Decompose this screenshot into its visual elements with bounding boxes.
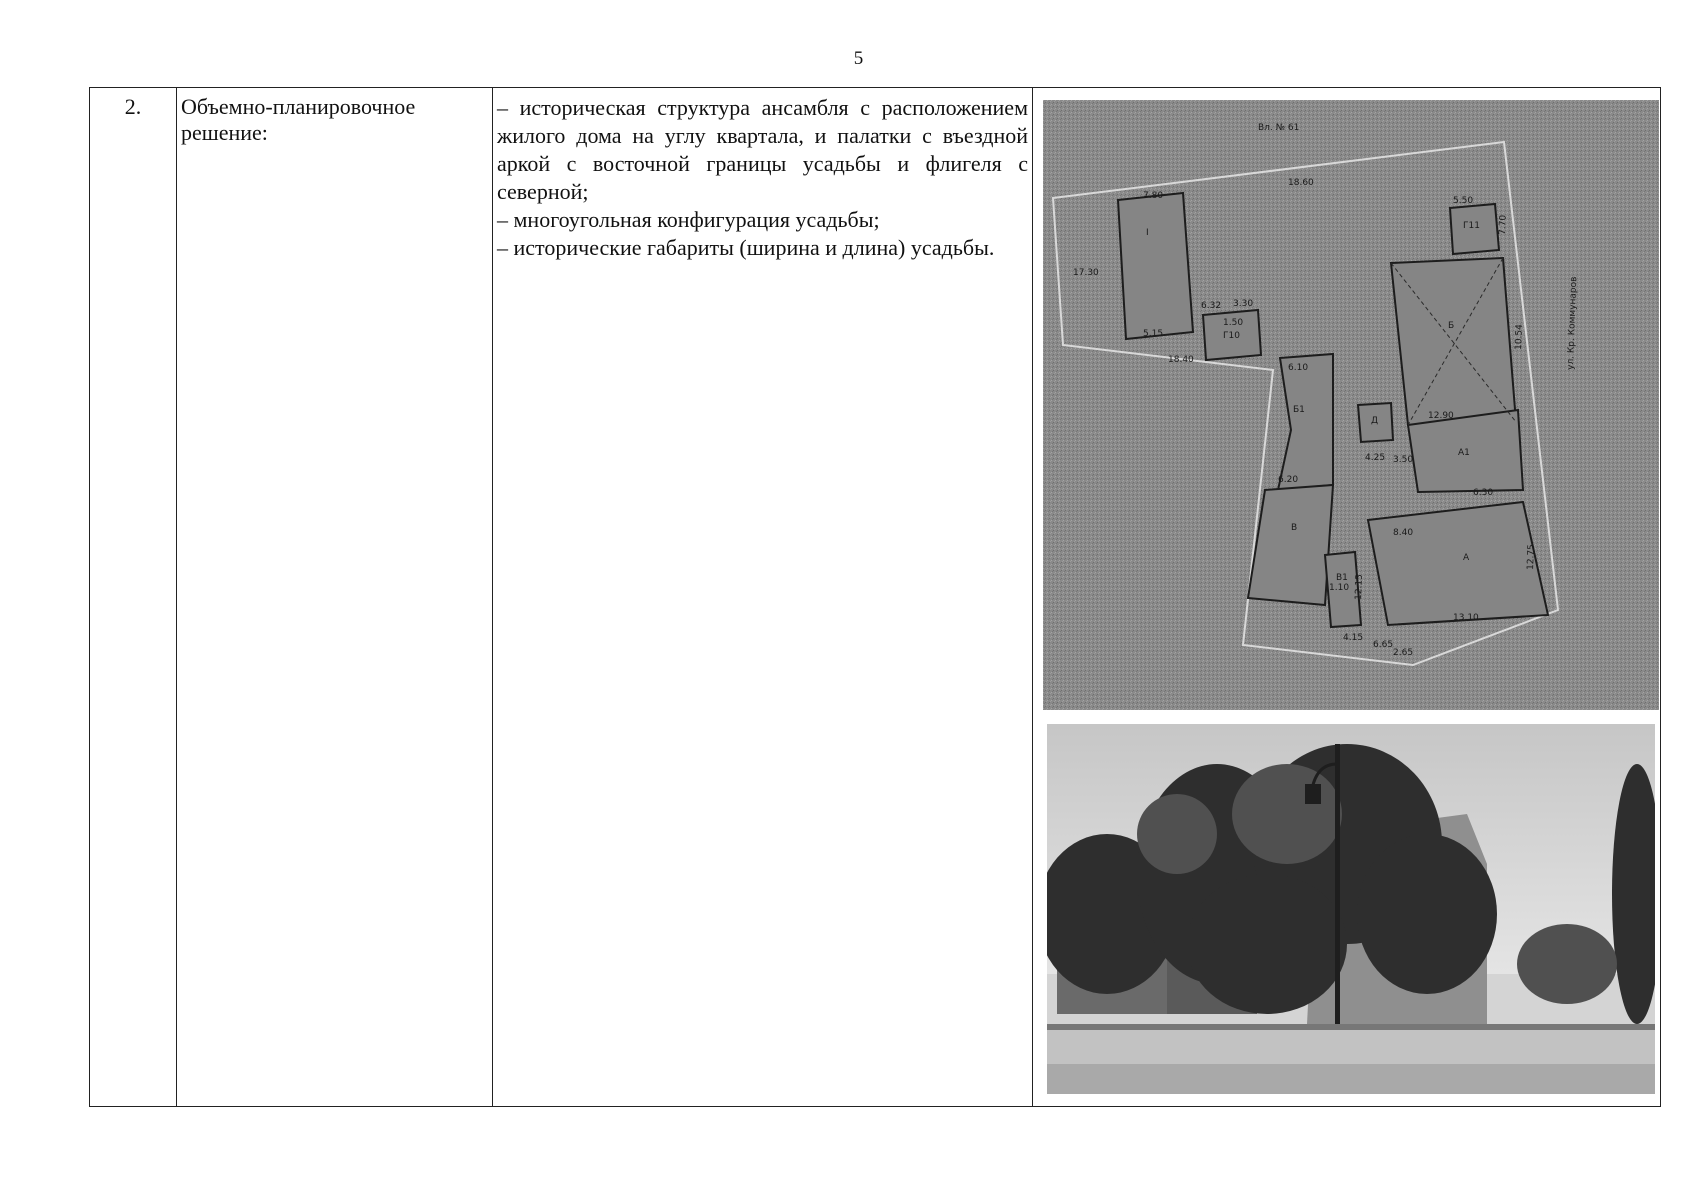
- building-label: Д: [1371, 416, 1379, 426]
- row-description: [493, 88, 1033, 1107]
- dimension-label: 12.90: [1428, 411, 1454, 421]
- dimension-label: 12.15: [1354, 574, 1365, 601]
- description-item: – многоугольная конфигурация усадьбы;: [497, 207, 880, 232]
- dimension-label: 1.10: [1329, 583, 1350, 593]
- dimension-label: 5.15: [1143, 329, 1164, 339]
- building-label: Б1: [1293, 405, 1305, 415]
- row-name: Объемно-планировочное решение:: [177, 88, 493, 1107]
- building-outline: [1118, 193, 1193, 339]
- dimension-label: 3.30: [1233, 299, 1254, 309]
- dimension-label: 18.40: [1168, 355, 1194, 365]
- table-row: [90, 88, 1661, 1107]
- dimension-label: 12.75: [1526, 544, 1537, 571]
- dimension-label: 5.50: [1453, 196, 1474, 206]
- description-item: – историческая структура ансамбля с расположением жилого дома на углу квартала, и палатки с въездной аркой с восточной границы усадьбы и флигеля с северной;: [497, 95, 1028, 204]
- building-outline: [1391, 258, 1516, 425]
- building-label: В1: [1336, 573, 1348, 583]
- building-label: А: [1463, 553, 1470, 563]
- dimension-label: 4.25: [1365, 453, 1386, 463]
- dimension-label: 6.30: [1473, 488, 1494, 498]
- dimension-label: 18.60: [1288, 178, 1314, 188]
- heritage-table: [89, 87, 1661, 1107]
- dimension-label: 6.32: [1201, 301, 1222, 311]
- dimension-label: 3.50: [1393, 455, 1414, 465]
- dimension-label: 13.10: [1453, 613, 1479, 623]
- dimension-label: 7.80: [1143, 191, 1164, 201]
- dimension-label: 6.10: [1288, 363, 1309, 373]
- building-label: Г11: [1463, 221, 1480, 231]
- dimension-label: 2.65: [1393, 648, 1414, 658]
- page-number: 5: [853, 48, 864, 69]
- images-cell: [1033, 88, 1661, 1107]
- building-label: А1: [1458, 448, 1470, 458]
- building-label: Б: [1448, 321, 1455, 331]
- dimension-label: 4.15: [1343, 633, 1364, 643]
- dimension-label: 10.54: [1514, 324, 1525, 351]
- building-outline: [1368, 502, 1548, 625]
- dimension-label: 6.65: [1373, 640, 1394, 650]
- description-item: – исторические габариты (ширина и длина) усадьбы.: [497, 235, 995, 260]
- site-plan-image: [1043, 100, 1659, 710]
- dimension-label: 6.20: [1278, 475, 1299, 485]
- building-label: Г10: [1223, 331, 1240, 341]
- dimension-label: 17.30: [1073, 268, 1099, 278]
- plan-street-label: ул. Кр. Коммунаров: [1566, 276, 1580, 371]
- building-photo: [1047, 724, 1655, 1094]
- dimension-label: 7.70: [1498, 214, 1509, 236]
- building-label: I: [1146, 228, 1149, 238]
- dimension-label: 1.50: [1223, 318, 1244, 328]
- row-number: 2.: [90, 88, 177, 1107]
- building-label: В: [1291, 523, 1298, 533]
- dimension-label: 8.40: [1393, 528, 1414, 538]
- plan-corner-label: Вл. № 61: [1258, 123, 1300, 133]
